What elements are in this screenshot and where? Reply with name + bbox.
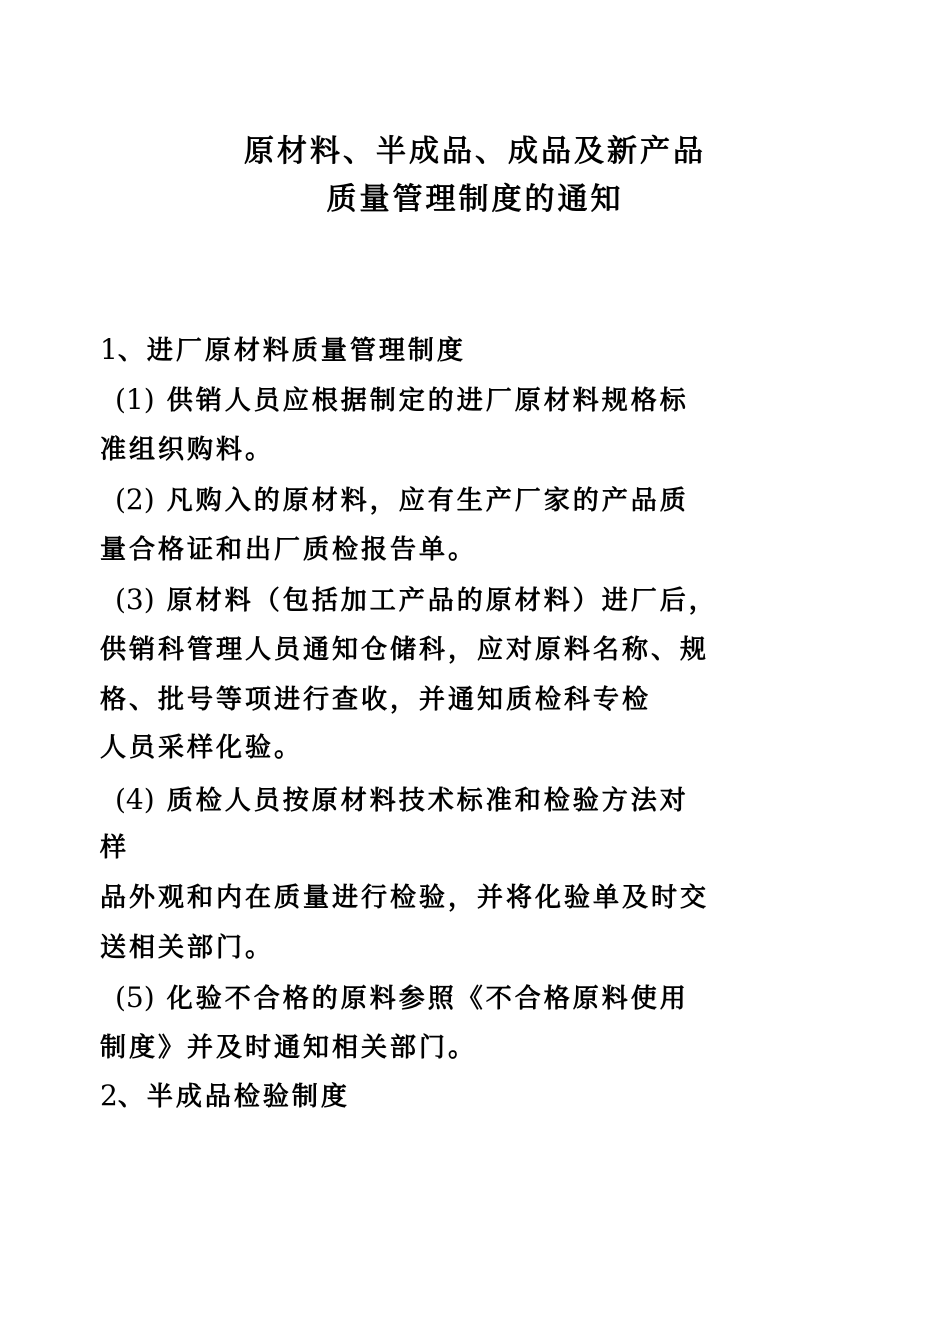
item-3-text-line-3: 格、批号等项进行查收，并通知质检科专检 [100, 685, 652, 715]
section-2-heading-text: 、半成品检验制度 [117, 1082, 350, 1112]
section-2-number: 2 [100, 1079, 118, 1112]
item-2-text-line-2: 量合格证和出厂质检报告单。 [100, 535, 478, 565]
item-3-line-1 [115, 582, 718, 619]
item-3-text-line-2: 供销科管理人员通知仓储科，应对原料名称、规 [100, 635, 710, 665]
item-3-text-line-4: 人员采样化验。 [100, 733, 304, 763]
document-title-line-1: 原材料、半成品、成品及新产品 [244, 134, 706, 169]
section-2-heading [100, 1078, 350, 1115]
item-1-mark: (1) [115, 383, 155, 416]
item-1-text-line-1: 供销人员应根据制定的进厂原材料规格标 [166, 386, 689, 416]
section-1-heading [100, 332, 466, 369]
item-4-mark: (4) [115, 783, 155, 816]
item-4-text-line-2: 样 [100, 833, 130, 863]
item-5-text-line-1: 化验不合格的原料参照《不合格原料使用 [166, 984, 689, 1014]
item-5-line-1 [115, 980, 689, 1017]
item-5-mark: (5) [115, 981, 155, 1014]
item-4-text-line-3: 品外观和内在质量进行检验，并将化验单及时交 [100, 883, 710, 913]
document-title-line-2: 质量管理制度的通知 [326, 182, 624, 217]
section-1-number: 1 [100, 333, 118, 366]
item-2-line-1 [115, 482, 689, 519]
item-4-text-line-1: 质检人员按原材料技术标准和检验方法对 [166, 786, 689, 816]
item-3-mark: (3) [115, 583, 155, 616]
item-2-text-line-1: 凡购入的原材料，应有生产厂家的产品质 [166, 486, 689, 516]
section-1-heading-text: 、进厂原材料质量管理制度 [117, 336, 466, 366]
item-2-mark: (2) [115, 483, 155, 516]
item-4-text-line-4: 送相关部门。 [100, 933, 275, 963]
item-1-text-line-2: 准组织购料。 [100, 435, 275, 465]
item-3-text-line-1: 原材料（包括加工产品的原材料）进厂后， [166, 586, 718, 616]
item-5-text-line-2: 制度》并及时通知相关部门。 [100, 1033, 478, 1063]
item-4-line-1 [115, 782, 689, 819]
item-1-line-1 [115, 382, 689, 419]
